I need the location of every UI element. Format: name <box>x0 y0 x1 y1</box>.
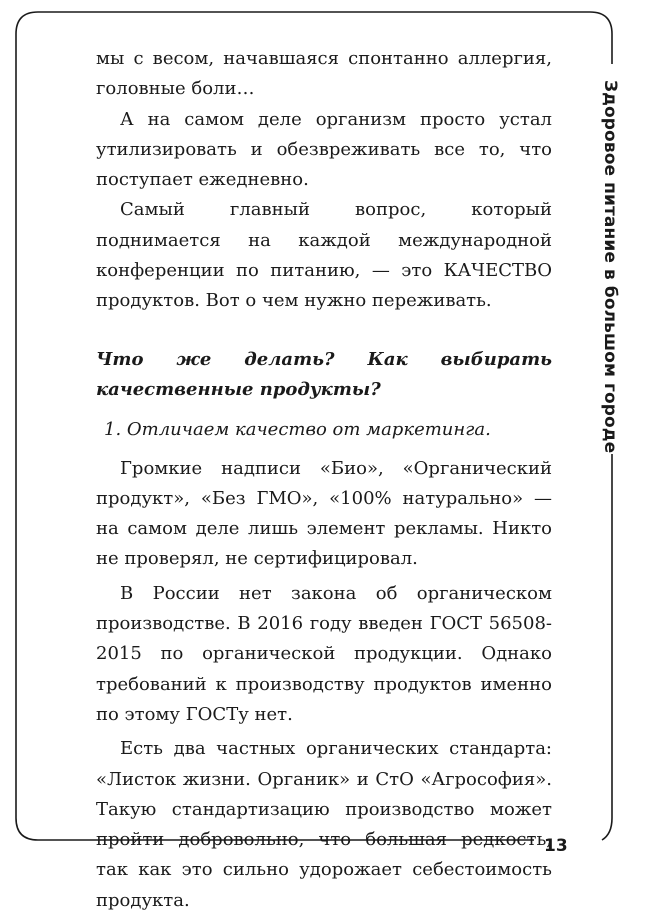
body-text <box>96 44 552 916</box>
running-head: Здоровое питание в большом городе <box>600 80 620 454</box>
page-number: 13 <box>544 836 568 856</box>
paragraph: А на самом деле организм просто устал утилизировать и обезвреживать все то, что поступает ежедневно. <box>96 108 552 191</box>
paragraph: В России нет закона об органическом производстве. В 2016 году введен ГОСТ 56508-2015 по органической продукции. Однако требований к производству продуктов именно по этому ГОСТу нет. <box>96 582 552 725</box>
section-heading: Что же делать? Как выбирать качественные продукты? <box>96 348 552 400</box>
paragraph: мы с весом, начавшаяся спонтанно аллергия, головные боли… <box>96 48 552 100</box>
paragraph: Самый главный вопрос, который поднимается на каждой международной конференции по питанию, — это КАЧЕСТВО продуктов. Вот о чем нужно переживать. <box>96 199 552 312</box>
paragraph: Есть два частных органических стандарта: «Листок жизни. Органик» и СтО «Агрософия». Такую стандартизацию производство может пройти добровольно, что большая редкость, так как это сильно удорожает себестоимость продукта. <box>96 738 552 911</box>
paragraph: Громкие надписи «Био», «Органический продукт», «Без ГМО», «100% натурально» — на самом деле лишь элемент рекламы. Никто не проверял, не сертифицировал. <box>96 457 552 570</box>
list-item: 1. Отличаем качество от маркетинга. <box>104 419 491 441</box>
